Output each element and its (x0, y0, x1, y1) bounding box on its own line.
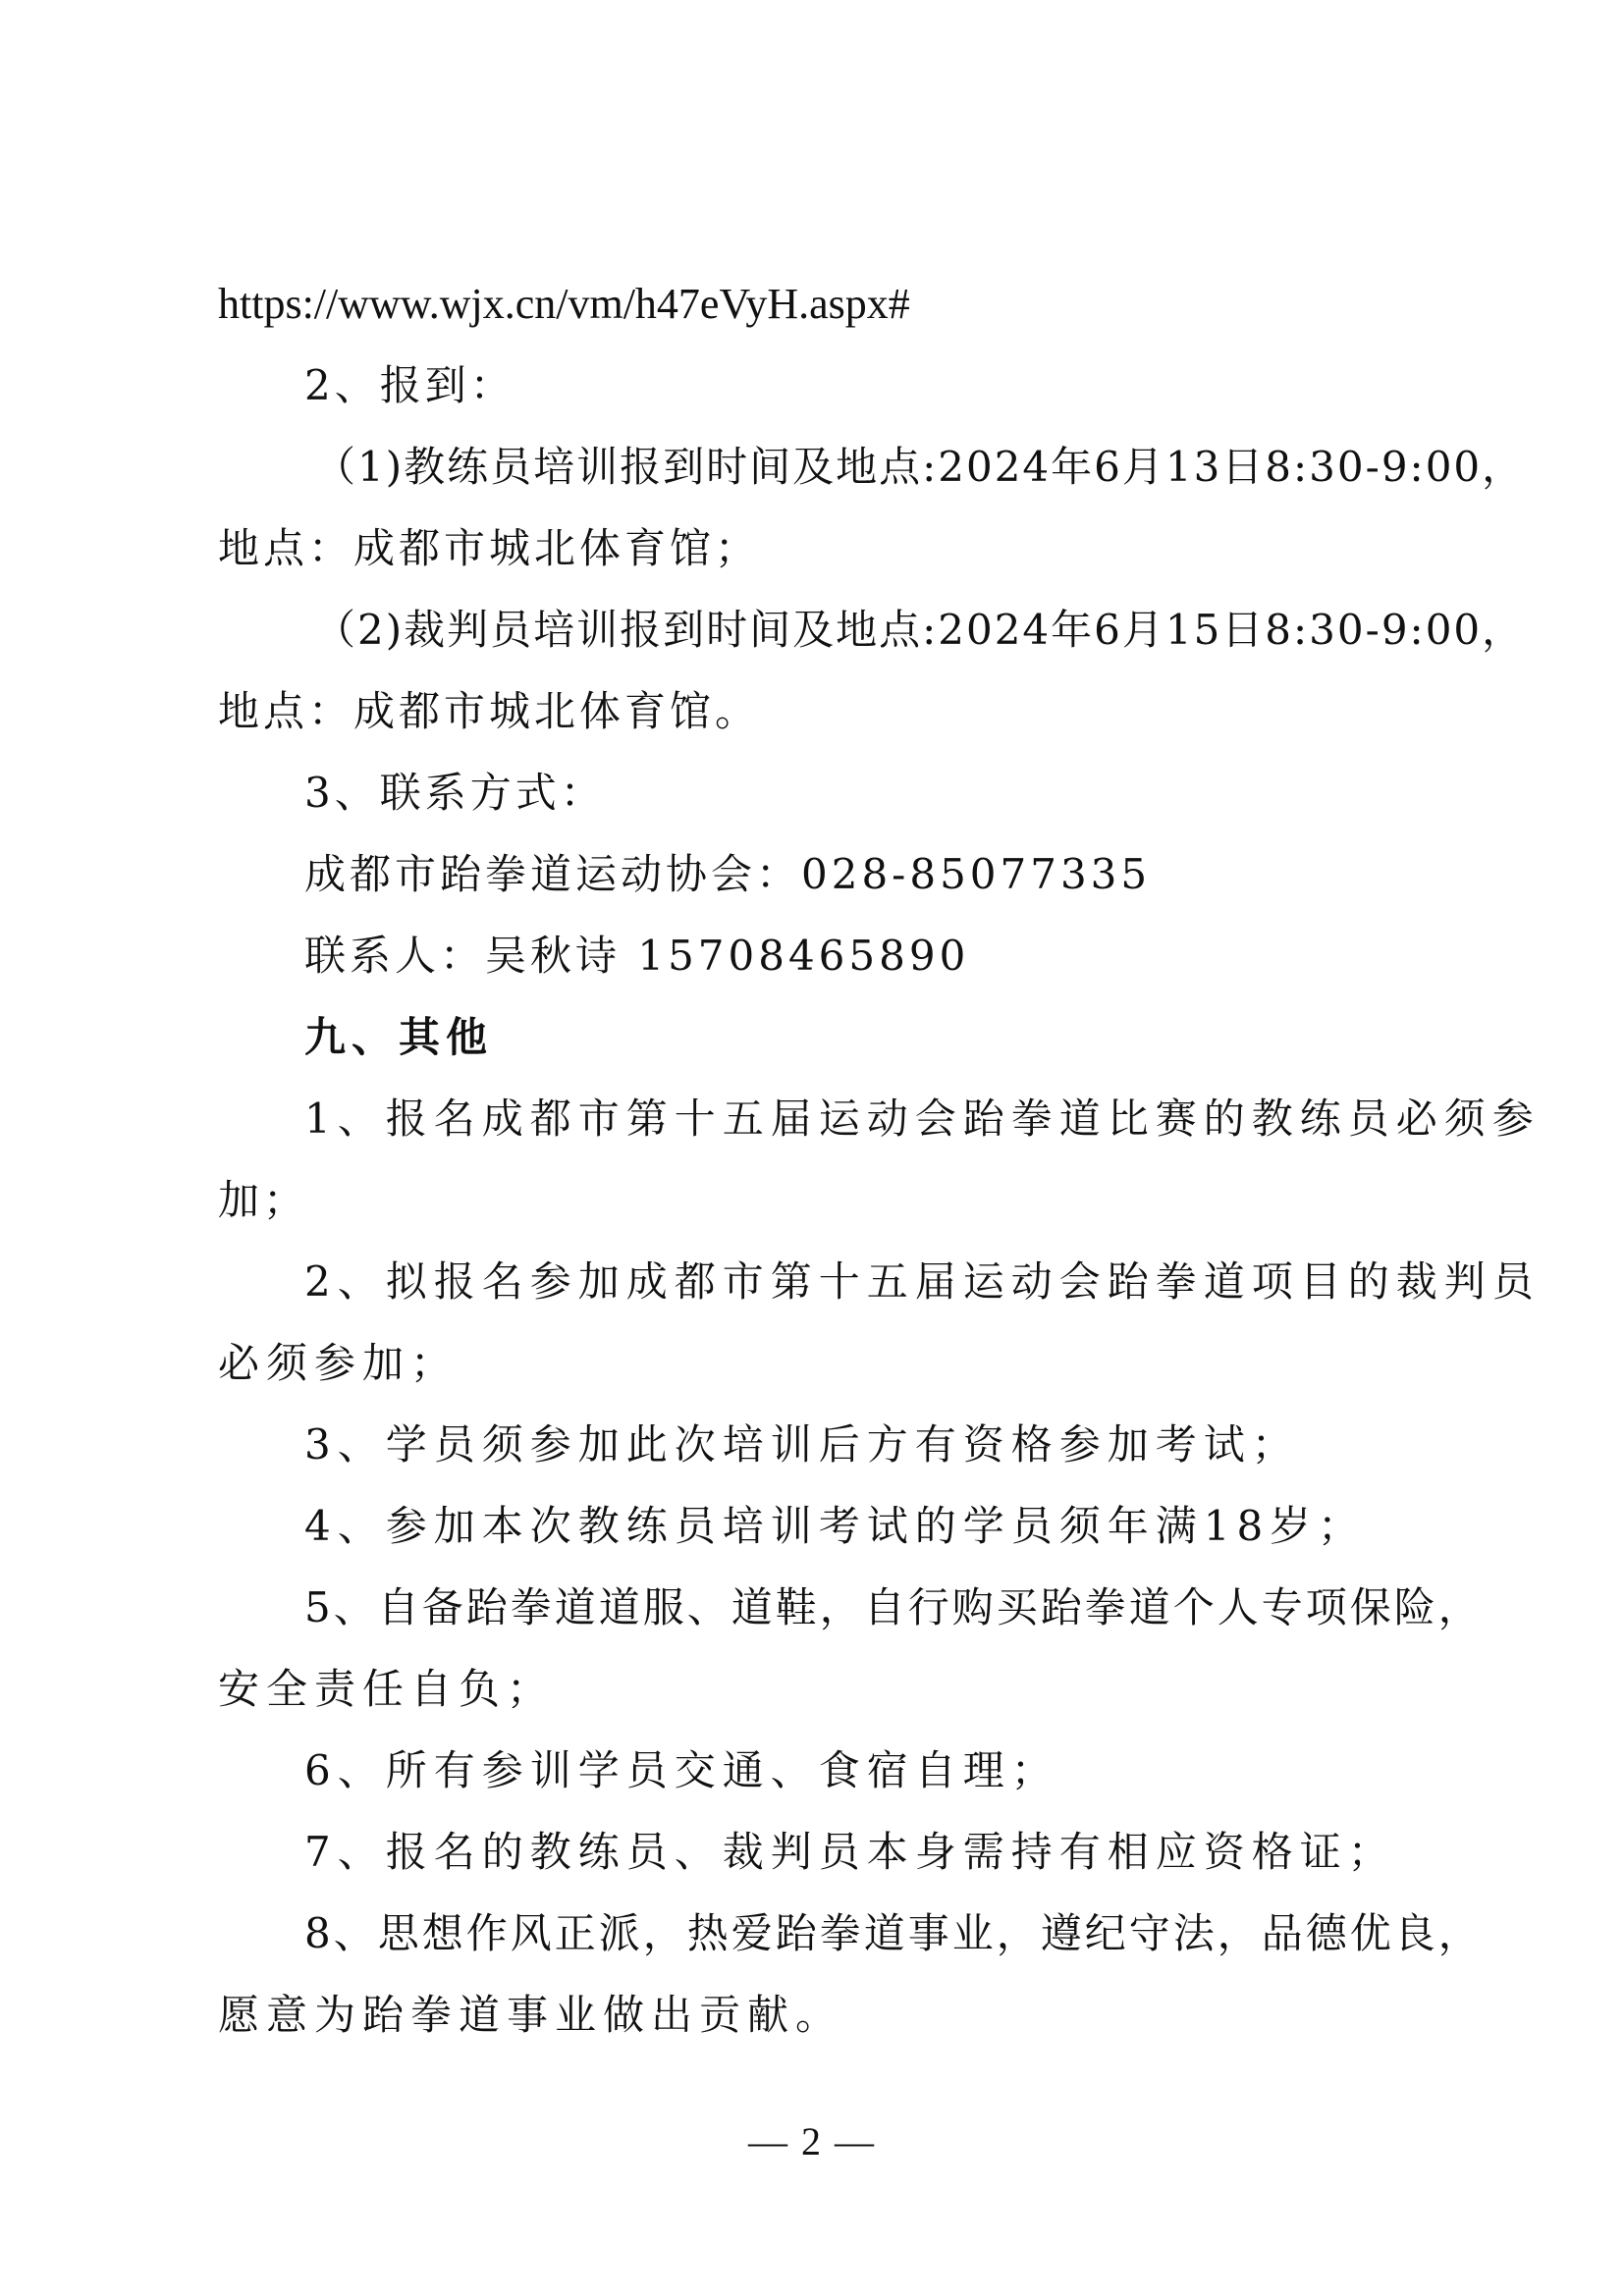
association-phone: 成都市跆拳道运动协会：028-85077335 (304, 850, 1152, 898)
section-2-registration-heading: 2、报到： (304, 361, 515, 409)
other-item-8-cont: 愿意为跆拳道事业做出贡献。 (218, 1991, 844, 2039)
other-item-4: 4、参加本次教练员培训考试的学员须年满18岁； (304, 1502, 1367, 1550)
other-item-2: 2、拟报名参加成都市第十五届运动会跆拳道项目的裁判员 (304, 1257, 1541, 1306)
other-item-3: 3、学员须参加此次培训后方有资格参加考试； (304, 1420, 1300, 1468)
document-body (218, 263, 1541, 2056)
other-item-5-cont: 安全责任自负； (218, 1665, 556, 1713)
section-3-contact-heading: 3、联系方式： (304, 769, 606, 817)
coach-registration-location: 地点：成都市城北体育馆； (218, 524, 761, 572)
other-item-8: 8、思想作风正派，热爱跆拳道事业，遵纪守法，品德优良， (304, 1909, 1483, 1957)
other-item-1: 1、报名成都市第十五届运动会跆拳道比赛的教练员必须参 (304, 1095, 1541, 1143)
referee-registration-location: 地点：成都市城北体育馆。 (218, 687, 761, 735)
referee-registration-time: （2)裁判员培训报到时间及地点:2024年6月15日8:30-9:00， (314, 606, 1526, 654)
contact-person: 联系人：吴秋诗 15708465890 (304, 932, 970, 980)
other-item-1-cont: 加； (218, 1176, 309, 1224)
section-9-other-heading: 九、其他 (304, 1013, 494, 1061)
other-item-5: 5、自备跆拳道道服、道鞋，自行购买跆拳道个人专项保险， (304, 1583, 1483, 1631)
coach-registration-time: （1)教练员培训报到时间及地点:2024年6月13日8:30-9:00， (314, 443, 1526, 491)
registration-url: https://www.wjx.cn/vm/h47eVyH.aspx# (218, 280, 910, 328)
page-number: — 2 — (748, 2119, 876, 2163)
other-item-7: 7、报名的教练员、裁判员本身需持有相应资格证； (304, 1828, 1396, 1876)
other-item-2-cont: 必须参加； (218, 1339, 460, 1387)
other-item-6: 6、所有参训学员交通、食宿自理； (304, 1746, 1059, 1794)
